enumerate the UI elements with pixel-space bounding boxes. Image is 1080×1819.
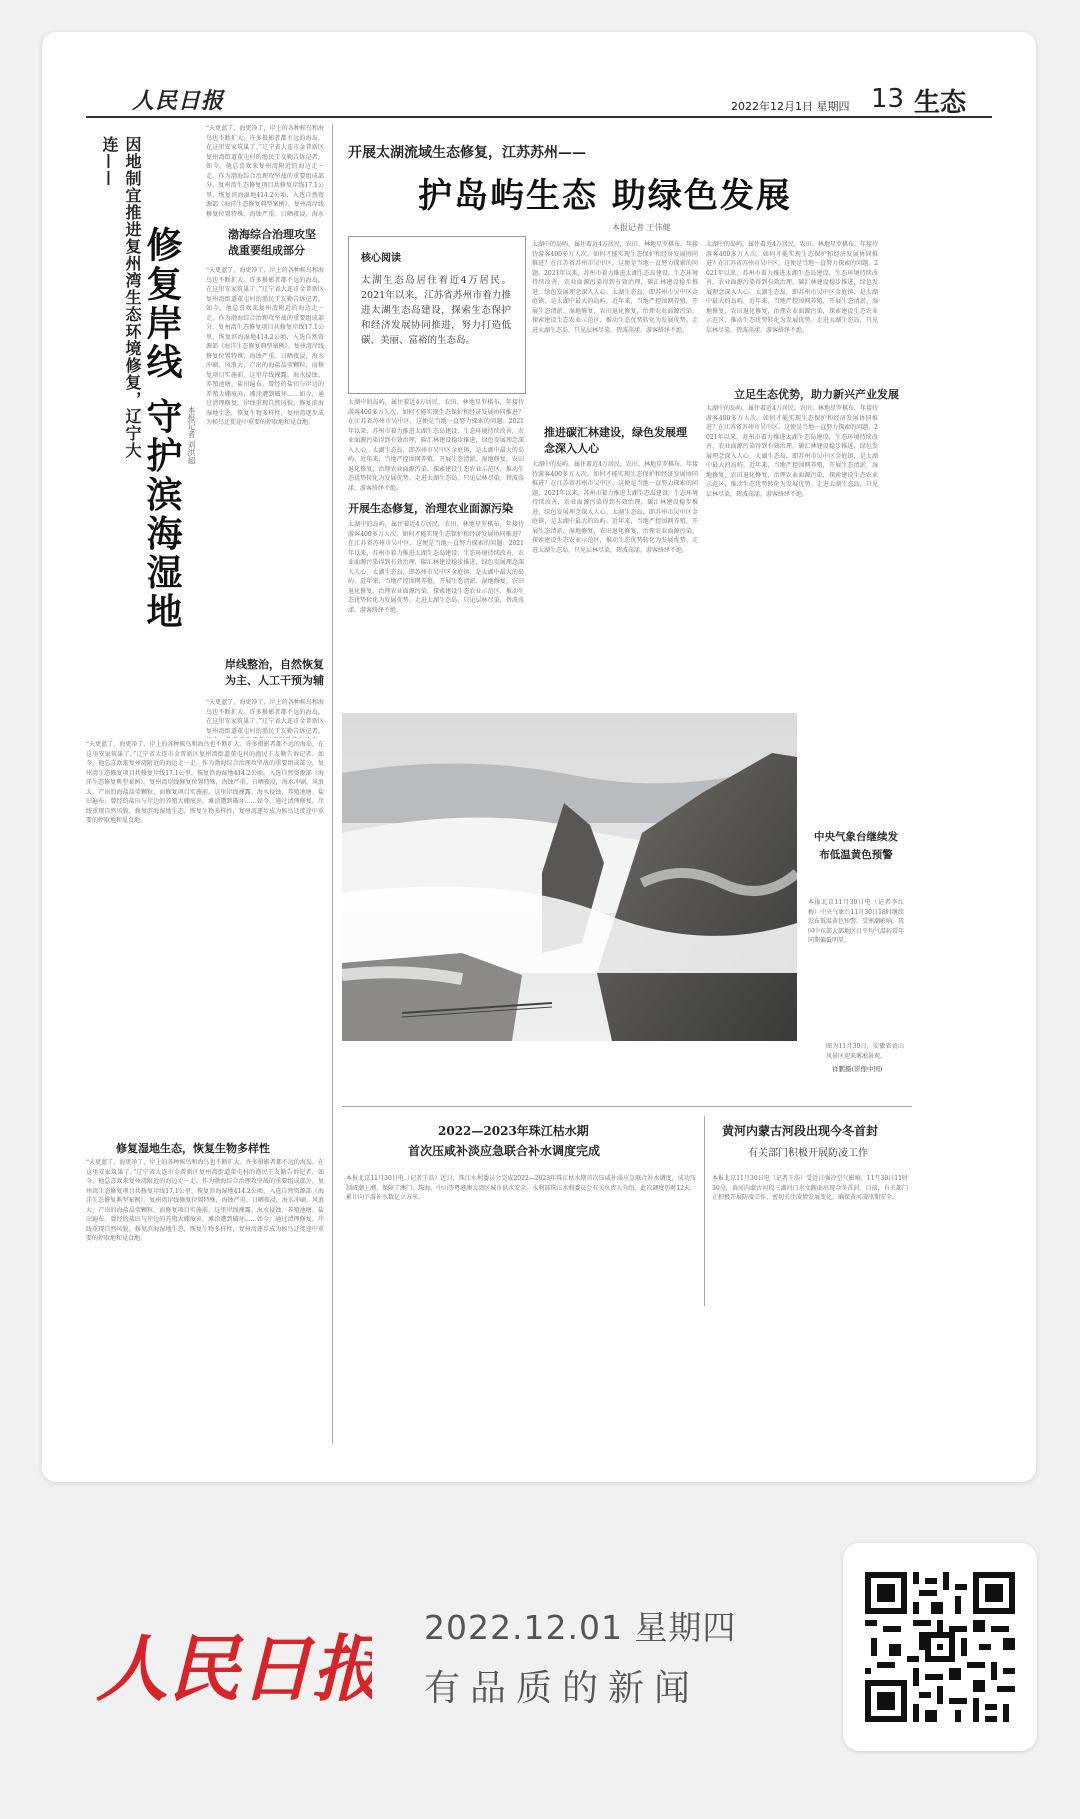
left-story-subtitle: 因地制宜推进复州湾生态环境修复，辽宁大连—— [100, 136, 142, 459]
main-story-body-5: 太湖中的岛屿，属住着近4万居民，农田、林地星罗棋布，年接待游客400多万人次。如何才能实现生态保护和经济发展协同推进？在江苏省苏州市吴中区，这便是当地一直努力探索的问题。2021年以来，苏州市着力推进太湖生态岛建设，生态环境持续改善，农业面源污染得到有效治理，碳汇林建设稳步推进，绿色发展理念深入人心。太湖生态岛，即苏州市吴中区金庭镇，是太湖中最大的岛屿。近年来，当地严控围网养殖，开展生态清淤、湿地修复，农田退化修复，治理农业面源污染，探索建设生态农业示范区，推动生态优势转化为发展优势。走进太湖生态岛，只见层林尽染，碧波荡漾，游客络绎不绝。 [706, 241, 878, 334]
main-story-subhead-3: 立足生态优势，助力新兴产业发展 [734, 388, 899, 401]
misty-mountain-photo [342, 713, 797, 1041]
newspaper-page-card [42, 32, 1036, 1482]
main-story-headline: 护岛屿生态 助绿色发展 [418, 176, 792, 216]
people-daily-logo-icon [92, 1600, 372, 1720]
notice-body: 本报北京11月30日电（记者李红梅）中央气象台11月30日18时继续发布低温黄色预警。受寒潮影响，我国中东部大部地区日平均气温较常年同期偏低明显。 [808, 899, 904, 944]
newspaper-page [86, 76, 992, 1448]
main-story-body-3: 太湖中的岛屿，属住着近4万居民，农田、林地星罗棋布，年接待游客400多万人次。如何才能实现生态保护和经济发展协同推进？在江苏省苏州市吴中区，这便是当地一直努力探索的问题。2021年以来，苏州市着力推进太湖生态岛建设，生态环境持续改善，农业面源污染得到有效治理，碳汇林建设稳步推进，绿色发展理念深入人心。太湖生态岛，即苏州市吴中区金庭镇，是太湖中最大的岛屿。近年来，当地严控围网养殖，开展生态清淤、湿地修复，农田退化修复，治理农业面源污染，探索建设生态农业示范区，推动生态优势转化为发展优势。走进太湖生态岛，只见层林尽染，碧波荡漾，游客络绎不绝。 [532, 241, 698, 334]
footer [0, 1490, 1080, 1819]
summary-title: 核心阅读 [361, 253, 401, 264]
main-story-body-2: 太湖中的岛屿，属住着近4万居民，农田、林地星罗棋布，年接待游客400多万人次。如何才能实现生态保护和经济发展协同推进？在江苏省苏州市吴中区，这便是当地一直努力探索的问题。2021年以来，苏州市着力推进太湖生态岛建设，生态环境持续改善，农业面源污染得到有效治理，碳汇林建设稳步推进，绿色发展理念深入人心。太湖生态岛，即苏州市吴中区金庭镇，是太湖中最大的岛屿。近年来，当地严控围网养殖，开展生态清淤、湿地修复，农田退化修复，治理农业面源污染，探索建设生态农业示范区，推动生态优势转化为发展优势。走进太湖生态岛，只见层林尽染，碧波荡漾，游客络绎不绝。 [348, 521, 524, 614]
notice-title: 中央气象台继续发布低温黄色预警 [814, 831, 898, 861]
issue-date: 2022年12月1日 星期四 [731, 100, 850, 113]
footer-logo-text: 人民日报 [96, 1626, 372, 1711]
main-story-body-1: 太湖中的岛屿，属住着近4万居民，农田、林地星罗棋布，年接待游客400多万人次。如何才能实现生态保护和经济发展协同推进？在江苏省苏州市吴中区，这便是当地一直努力探索的问题。2021年以来，苏州市着力推进太湖生态岛建设，生态环境持续改善，农业面源污染得到有效治理，碳汇林建设稳步推进，绿色发展理念深入人心。太湖生态岛，即苏州市吴中区金庭镇，是太湖中最大的岛屿。近年来，当地严控围网养殖，开展生态清淤、湿地修复，农田退化修复，治理农业面源污染，探索建设生态农业示范区，推动生态优势转化为发展优势。走进太湖生态岛，只见层林尽染，碧波荡漾，游客络绎不绝。 [348, 399, 524, 492]
main-story-subhead-2: 推进碳汇林建设，绿色发展理念深入人心 [544, 426, 687, 455]
main-story-body-4: 太湖中的岛屿，属住着近4万居民，农田、林地星罗棋布，年接待游客400多万人次。如何才能实现生态保护和经济发展协同推进？在江苏省苏州市吴中区，这便是当地一直努力探索的问题。2021年以来，苏州市着力推进太湖生态岛建设，生态环境持续改善，农业面源污染得到有效治理，碳汇林建设稳步推进，绿色发展理念深入人心。太湖生态岛，即苏州市吴中区金庭镇，是太湖中最大的岛屿。近年来，当地严控围网养殖，开展生态清淤、湿地修复，农田退化修复，治理农业面源污染，探索建设生态农业示范区，推动生态优势转化为发展优势。走进太湖生态岛，只见层林尽染，碧波荡漾，游客络绎不绝。 [532, 461, 698, 554]
masthead [86, 76, 992, 118]
left-story-title [140, 226, 184, 646]
page-number: 13 [871, 84, 905, 114]
bottom-right-body: 本报北京11月30日电（记者王浩）受近日强冷空气影响，11月30日11时30分，黄河内蒙古河段三湖河口水文断面出现今冬首封。目前，有关部门正积极开展防凌工作，密切关注凌情发展变化，确保黄河凌汛期安全。 [712, 1175, 908, 1201]
photo-credit: 祥鹏摄(影像中国) [832, 1065, 883, 1073]
left-story-body-3: “天更蓝了，海更净了，岸上的各种候鸟和海鸟也不断扩大。许多摄影者都不远的海岛，在这里安家筑巢了。”辽宁省大连市金普新区复州湾街道董屯村的渔民王友勤告诉记者。 [206, 699, 324, 735]
masthead-logo: 人民日报 [132, 88, 225, 114]
bottom-right-headline: 黄河内蒙古河段出现今冬首封 [722, 1124, 879, 1138]
left-story-body-1: “天更蓝了，海更净了，岸上的各种候鸟和海鸟也不断扩大。许多摄影者都不远的海岛，在这里安家筑巢了。”辽宁省大连市金普新区复州湾街道董屯村的渔民王友勤告诉记者。如今，他总喜欢来复州湾附近的海边走一走。作为渤海综合治理攻坚战的重要组成部分，复州湾生态修复项目共修复岸线17.1公里，恢复滨海湿地414.2公顷，入选自然资源部《海洋生态修复典型案例》。复州湾岸线修复位置特殊，海蚀严重。日晒夜浸，海水 [206, 125, 324, 218]
left-story-subhead-1: 渤海综合治理攻坚战重要组成部分 [228, 228, 316, 257]
main-story-byline: 本报记者 王伟健 [612, 223, 671, 232]
footer-date: 2022.12.01 星期四 [424, 1608, 737, 1647]
left-story-byline: 本报记者 刘洪超 [187, 406, 196, 465]
left-story-subhead-3: 修复湿地生态，恢复生物多样性 [116, 1142, 270, 1155]
main-story-kicker: 开展太湖流域生态修复，江苏苏州—— [348, 145, 586, 161]
bottom-left-headline: 首次压咸补淡应急联合补水调度完成 [408, 1144, 601, 1158]
photo-caption: 图为11月30日，安徽省黄山风景区迎来雾凇景观。 [826, 1043, 904, 1060]
main-story-body-6: 太湖中的岛屿，属住着近4万居民，农田、林地星罗棋布，年接待游客400多万人次。如何才能实现生态保护和经济发展协同推进？在江苏省苏州市吴中区，这便是当地一直努力探索的问题。2021年以来，苏州市着力推进太湖生态岛建设，生态环境持续改善，农业面源污染得到有效治理，碳汇林建设稳步推进，绿色发展理念深入人心。太湖生态岛，即苏州市吴中区金庭镇，是太湖中最大的岛屿。近年来，当地严控围网养殖，开展生态清淤、湿地修复，农田退化修复，治理农业面源污染，探索建设生态农业示范区，推动生态优势转化为发展优势。走进太湖生态岛，只见层林尽染，碧波荡漾，游客络绎不绝。 [706, 405, 878, 498]
left-story-title-line2: 守护滨海湿地 [141, 397, 183, 632]
left-story-body-4: “天更蓝了，海更净了，岸上的各种候鸟和海鸟也不断扩大。许多摄影者都不远的海岛，在这里安家筑巢了。”辽宁省大连市金普新区复州湾街道董屯村的渔民王友勤告诉记者。如今，他总喜欢来复州湾附近的海边走一走。作为渤海综合治理攻坚战的重要组成部分，复州湾生态修复项目共修复岸线17.1公里，恢复滨海湿地414.2公顷，入选自然资源部《海洋生态修复典型案例》。复州湾岸线修复位置特殊，海蚀严重。日晒夜浸，海水冲刷、风浪大，产出的海盐晶莹颗粒，而修复项目实施前，这里岸线裸露、海水侵蚀、养殖池塘、盐田遍布。曾经的盐田与岸边的养殖大棚废弃，滩涂遭到破坏……如今，通过清理修复，岸线重现自然风貌。修复滨海湿地生态，恢复生物多样性，复州湾逐步成为候鸟迁徙途中重要的停歇地和觅食地。 [86, 741, 324, 824]
footer-logo [92, 1600, 372, 1720]
section-name: 生态 [914, 88, 967, 118]
bottom-left-body: 本报北京11月30日电（记者王浩）近日，珠江水利委员会完成2022—2023年珠江枯水期首次压咸补淡应急联合补水调度，成功压制咸潮上溯，保障了澳门、珠海、中山等粤港澳大湾区城市供水安全。水利部珠江水利委员会有关负责人介绍，此次调度历时12天，累计向下游补水数亿立方米。 [346, 1175, 696, 1201]
section-divider [342, 1106, 912, 1107]
main-story-subhead-1: 开展生态修复，治理农业面源污染 [348, 502, 513, 515]
summary-text: 太湖生态岛居住着近4万居民。2021年以来，江苏省苏州市着力推进太湖生态岛建设，探索生态保护和经济发展协同推进，努力打造低碳、美丽、富裕的生态岛。 [361, 275, 511, 346]
qr-code-icon [865, 1572, 1015, 1722]
qr-code-card[interactable] [843, 1543, 1037, 1751]
bottom-column-divider [704, 1116, 705, 1306]
left-story-subhead-2: 岸线整治，自然恢复为主、人工干预为辅 [225, 658, 324, 687]
feature-photo [342, 713, 797, 1041]
left-story-body-5: “天更蓝了，海更净了，岸上的各种候鸟和海鸟也不断扩大。许多摄影者都不远的海岛，在这里安家筑巢了。”辽宁省大连市金普新区复州湾街道董屯村的渔民王友勤告诉记者。如今，他总喜欢来复州湾附近的海边走一走。作为渤海综合治理攻坚战的重要组成部分，复州湾生态修复项目共修复岸线17.1公里，恢复滨海湿地414.2公顷，入选自然资源部《海洋生态修复典型案例》。复州湾岸线修复位置特殊，海蚀严重。日晒夜浸，海水冲刷、风浪大，产出的海盐晶莹颗粒，而修复项目实施前，这里岸线裸露、海水侵蚀、养殖池塘、盐田遍布。曾经的盐田与岸边的养殖大棚废弃，滩涂遭到破坏……如今，通过清理修复，岸线重现自然风貌。修复滨海湿地生态，恢复生物多样性，复州湾逐步成为候鸟迁徙途中重要的停歇地和觅食地。 [86, 1159, 324, 1242]
summary-box [348, 236, 526, 394]
bottom-right-subtitle: 有关部门积极开展防凌工作 [748, 1148, 868, 1159]
left-story-title-line1: 修复岸线 [141, 226, 183, 382]
column-divider [332, 124, 333, 1444]
bottom-left-kicker: 2022—2023年珠江枯水期 [438, 1124, 589, 1138]
left-story-body-2: “天更蓝了，海更净了，岸上的各种候鸟和海鸟也不断扩大。许多摄影者都不远的海岛，在这里安家筑巢了。”辽宁省大连市金普新区复州湾街道董屯村的渔民王友勤告诉记者。如今，他总喜欢来复州湾附近的海边走一走。作为渤海综合治理攻坚战的重要组成部分，复州湾生态修复项目共修复岸线17.1公里，恢复滨海湿地414.2公顷，入选自然资源部《海洋生态修复典型案例》。复州湾岸线修复位置特殊，海蚀严重。日晒夜浸，海水冲刷、风浪大，产出的海盐晶莹颗粒，而修复项目实施前，这里岸线裸露、海水侵蚀、养殖池塘、盐田遍布。曾经的盐田与岸边的养殖大棚废弃，滩涂遭到破坏……如今，通过清理修复，岸线重现自然风貌。修复滨海湿地生态，恢复生物多样性，复州湾逐步成为候鸟迁徙途中重要的停歇地和觅食地。 [206, 267, 324, 426]
footer-slogan: 有品质的新闻 [424, 1668, 701, 1709]
